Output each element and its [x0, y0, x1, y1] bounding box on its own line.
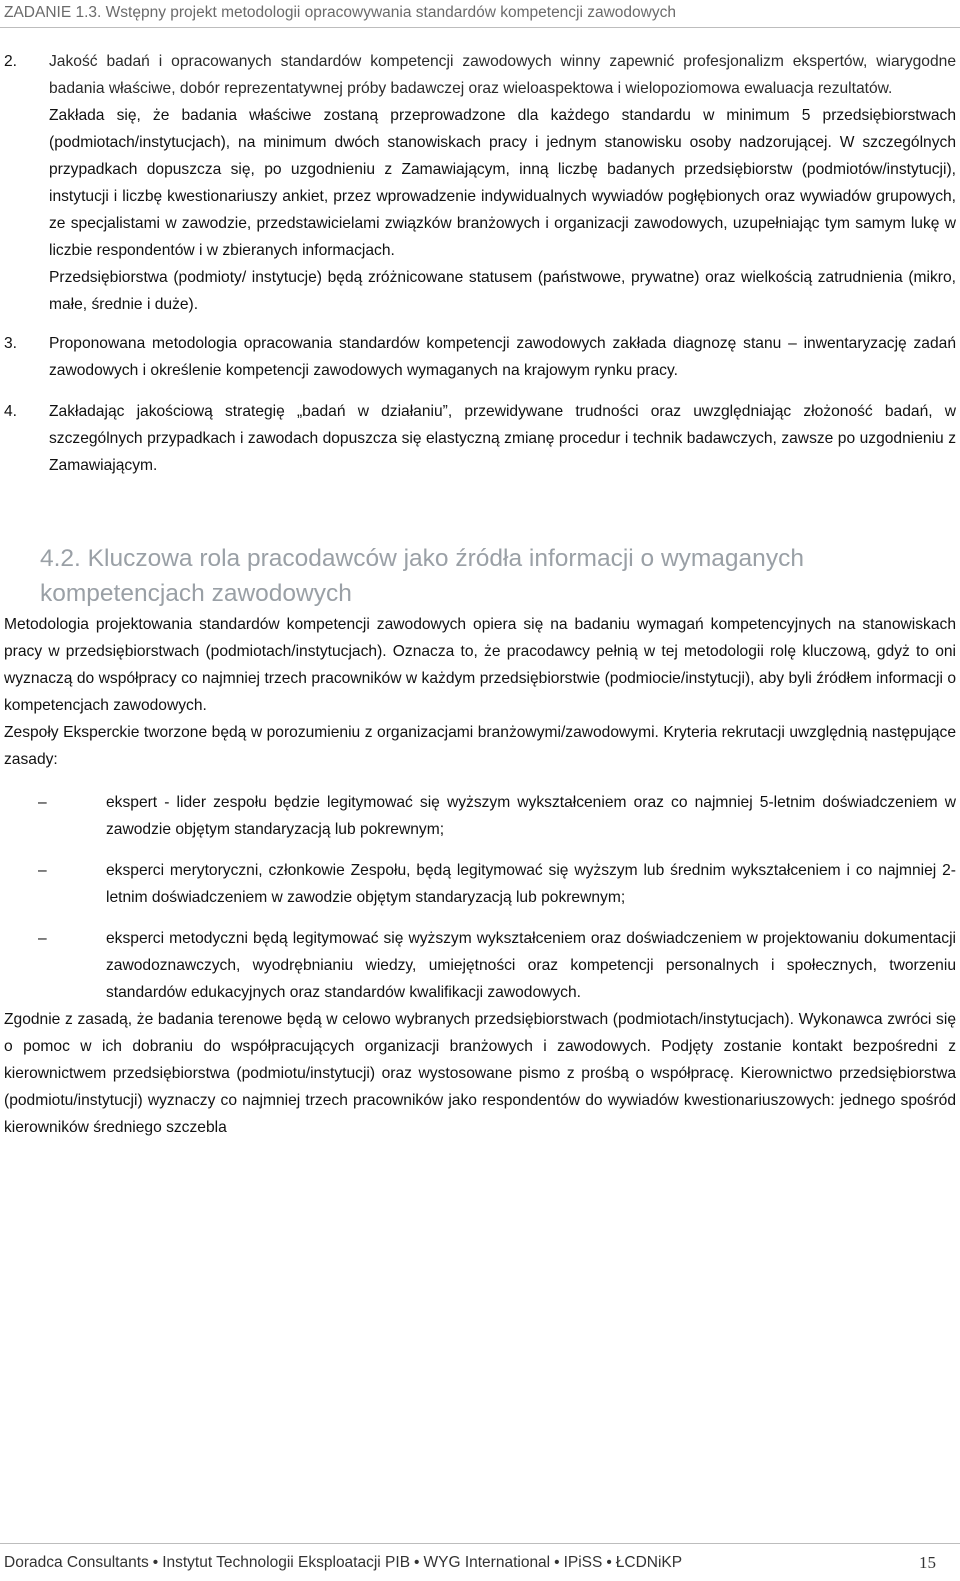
item-text: Jakość badań i opracowanych standardów kompetencji zawodowych winny zapewnić profesjonalizm ekspertów, wiarygodne badania właściwe, dobór reprezentatywnej próby badawczej oraz wieloaspektowa i wielopoziomowa ewaluacja rezultatów. — [49, 53, 956, 97]
section-heading: 4.2. Kluczowa rola pracodawców jako źródła informacji o wymaganych kompetencjach zawodowych — [40, 545, 804, 607]
item-text: Proponowana metodologia opracowania standardów kompetencji zawodowych zakłada diagnozę stanu – inwentaryzację zadań zawodowych i określenie kompetencji zawodowych wymaganych na krajowym rynku pracy. — [49, 335, 956, 379]
running-header: ZADANIE 1.3. Wstępny projekt metodologii opracowywania standardów kompetencji zawodowych — [0, 0, 960, 28]
section-paragraph-3: Zgodnie z zasadą, że badania terenowe będą w celowo wybranych przedsiębiorstwach (podmiotach/instytucjach). Wykonawca zwróci się o pomoc w ich dobraniu do współpracujących organizacji branżowych i zawodowych. Podjęty zostanie kontakt bezpośredni z kierownictwem przedsiębiorstwa (podmiotu/instytucji) oraz wystosowane pismo z prośbą o współpracę. Kierownictwo przedsiębiorstwa (podmiotu/instytucji) wyznaczy co najmniej trzech pracowników jako respondentów do wywiadów kwestionariuszowych: jednego spośród kierowników średniego szczebla — [4, 1011, 956, 1136]
partner-name: Instytut Technologii Eksploatacji PIB — [162, 1554, 411, 1571]
list-item — [4, 925, 956, 1006]
item-text: Zakładając jakościową strategię „badań w działaniu”, przewidywane trudności oraz uwzględniając złożoność badań, w szczególnych przypadkach i zawodach dopuszcza się elastyczną zmianę procedur i technik badawczych, zawsze po uzgodnieniu z Zamawiającym. — [49, 403, 956, 474]
separator-bullet: • — [152, 1554, 159, 1571]
section-paragraph-1: Metodologia projektowania standardów kompetencji zawodowych opiera się na badaniu wymagań kompetencyjnych na stanowiskach pracy w przedsiębiorstwach (podmiotach/instytucjach). Oznacza to, że pracodawcy pełnią w tej metodologii rolę kluczową, gdyż to oni wyznaczą do współpracy co najmniej trzech pracowników w każdym przedsiębiorstwie (podmiocie/instytucji), aby byli źródłem informacji o kompetencjach zawodowych. — [4, 616, 956, 714]
item-number: 4. — [4, 403, 18, 420]
dash-bullet: – — [38, 794, 47, 811]
separator-bullet: • — [554, 1554, 560, 1571]
footer-partners — [4, 1548, 682, 1578]
item-2-paragraph-1: Zakłada się, że badania właściwe zostaną przeprowadzone dla każdego standardu w minimum 5 przedsiębiorstwach (podmiotach/instytucjach), na minimum dwóch stanowiskach pracy i jednym stanowisku osoby nadzorującej. W szczególnych przypadkach dopuszcza się, po uzgodnieniu z Zamawiającym, inną liczbę badanych przedsiębiorstw (podmiotów/instytucji), instytucji i liczbę kwestionariuszy ankiet, przez wprowadzenie indywidualnych wywiadów pogłębionych oraz wywiadów grupowych, ze specjalistami w zawodzie, przedstawicielami związków branżowych i organizacji zawodowych, uzupełniając tym samym lukę w liczbie respondentów i w zbieranych informacjach. — [49, 107, 956, 259]
partner-name: WYG International — [423, 1554, 551, 1571]
separator-bullet: • — [606, 1554, 612, 1571]
separator-bullet: • — [414, 1554, 420, 1571]
page-content — [4, 48, 956, 1141]
page-number: 15 — [919, 1553, 936, 1572]
numbered-item-2 — [4, 48, 956, 102]
dash-bullet: – — [38, 862, 47, 879]
section-paragraph-2: Zespoły Eksperckie tworzone będą w porozumieniu z organizacjami branżowymi/zawodowymi. Kryteria rekrutacji uwzględnią następujące zasady: — [4, 724, 956, 768]
numbered-item-4 — [4, 398, 956, 479]
list-item — [4, 789, 956, 843]
partner-name: Doradca Consultants — [4, 1554, 149, 1571]
dash-bullet: – — [38, 930, 47, 947]
list-item-text: ekspert - lider zespołu będzie legitymować się wyższym wykształceniem oraz co najmniej 5-letnim doświadczeniem w zawodzie objętym standaryzacją lub pokrewnym; — [106, 794, 956, 838]
partner-name: ŁCDNiKP — [615, 1554, 683, 1571]
numbered-item-3 — [4, 330, 956, 384]
item-number: 3. — [4, 335, 18, 352]
criteria-list — [4, 789, 956, 1006]
item-2-paragraph-2: Przedsiębiorstwa (podmioty/ instytucje) będą zróżnicowane statusem (państwowe, prywatne) oraz wielkością zatrudnienia (mikro, małe, średnie i duże). — [49, 269, 956, 313]
item-number: 2. — [4, 53, 18, 70]
list-item-text: eksperci metodyczni będą legitymować się wyższym wykształceniem oraz doświadczeniem w projektowaniu dokumentacji zawodoznawczych, wyodrębnianiu wiedzy, umiejętności oraz kompetencji personalnych i społecznych, tworzeniu standardów edukacyjnych oraz standardów kwalifikacji zawodowych. — [106, 930, 956, 1001]
list-item-text: eksperci merytoryczni, członkowie Zespołu, będą legitymować się wyższym lub średnim wykształceniem i co najmniej 2-letnim doświadczeniem w zawodzie objętym standaryzacją lub pokrewnym; — [106, 862, 956, 906]
list-item — [4, 857, 956, 911]
partner-name: IPiSS — [563, 1554, 603, 1571]
page-footer — [0, 1543, 960, 1581]
